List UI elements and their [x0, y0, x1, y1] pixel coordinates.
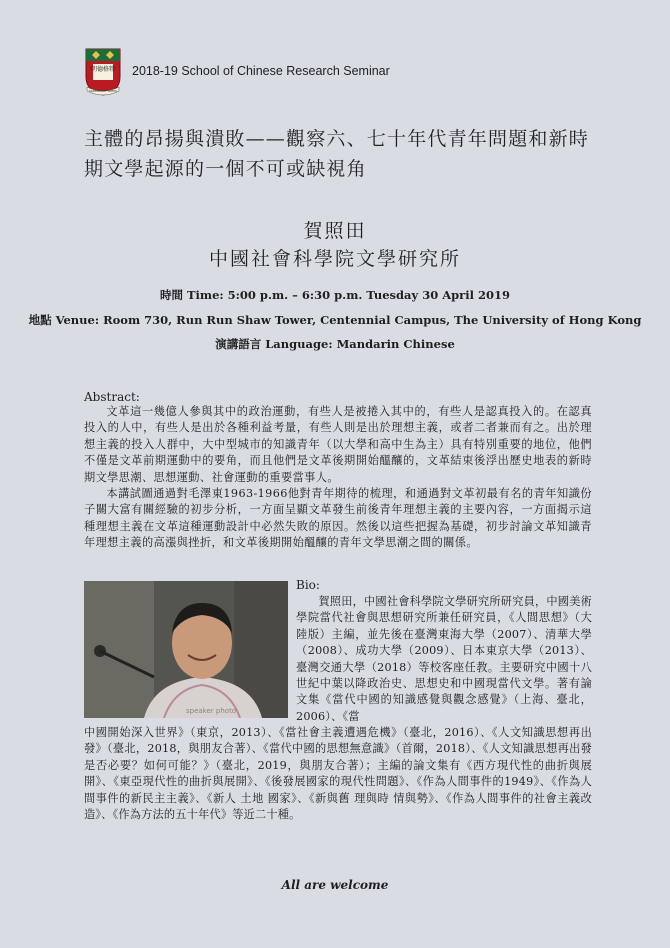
event-time: 時間 Time: 5:00 p.m. – 6:30 p.m. Tuesday 30 April 2019	[160, 288, 510, 302]
abstract-label: Abstract:	[84, 390, 140, 404]
hku-crest-icon	[84, 47, 122, 97]
speaker-photo	[84, 581, 288, 718]
bio-paragraph: 賀照田，中國社會科學院文學研究所研究員，中國美術學院當代社會與思想研究所兼任研究員，《人間思想》（大陸版）主編，並先後在臺灣東海大學（2007）、清華大學（2008）、成功大學（2009）、日本東京大學（2013）、臺灣交通大學（2018）等校客座任教。主要研究中國十八世紀中葉以降政治史、思想史和中國現當代文學。著有論文集《當代中國的知識感覺與觀念感覺》（上海、臺北，2006）、《當	[296, 595, 592, 723]
speaker-photo-image	[84, 581, 288, 718]
talk-title: 主體的昂揚與潰敗——觀察六、七十年代青年問題和新時期文學起源的一個不可或缺視角	[84, 128, 590, 180]
bio-paragraph-continued: 中國開始深入世界》（東京，2013）、《當社會主義遭遇危機》（臺北，2016）、《人文知識思想再出發》（臺北，2018，與朋友合著）、《當代中國的思想無意識》（首爾，2018）、《人文知識思想再出發是否必要？如何可能？》（臺北，2019，與朋友合著）；主編的論文集有《西方現代性的曲折與展開》、《東亞現代性的曲折與展開》、《後發展國家的現代性問題》、《作為人間事件的1949》、《作為人間事件的新民主主義》、《新人 土地 國家》、《新與舊 理與時 情與勢》、《作為人間事件的社會主義改造》、《作為方法的五十年代》等近二十種。	[84, 726, 592, 822]
abstract-paragraph: 文革這一幾億人參與其中的政治運動，有些人是被捲入其中的，有些人是認真投入的。在認真投入的人中，有些人是出於各種利益考量，有些人則是出於理想主義，或者二者兼而有之。出於理想主義的投入人群中，大中型城市的知識青年（以大學和高中生為主）具有特別重要的地位，他們不僅是文革前期運動中的要角，而且他們是文革後期開始醞釀的，文革結束後浮出歷史地表的新時期文學思潮、思想運動、社會運動的重要當事人。	[84, 405, 592, 484]
photo-caption: speaker photo	[186, 707, 237, 715]
crest-banner-text: SAPIENTIA ET VIRTUS	[89, 90, 117, 93]
speaker-affiliation: 中國社會科學院文學研究所	[208, 248, 461, 270]
event-venue: 地點 Venue: Room 730, Run Run Shaw Tower, Centennial Campus, The University of Hong Kong	[28, 313, 642, 327]
bio-text-top	[296, 594, 592, 725]
header-title: 2018-19 School of Chinese Research Seminar	[132, 64, 390, 78]
bio-text-bottom	[84, 725, 592, 823]
bio-label: Bio:	[296, 578, 320, 592]
header	[84, 44, 122, 100]
abstract-paragraph: 本講試圖通過對毛澤東1963-1966他對青年期待的梳理，和通過對文革初最有名的青年知識份子關大富有關經驗的初步分析，一方面呈顯文革發生前後青年理想主義的主要內容，一方面揭示這種理想主義在文革這種運動設計中必然失敗的原因。然後以這些把握為基礎，初步討論文革知識青年理想主義的高漲與挫折，和文革後期開始醞釀的青年文學思潮之間的關係。	[84, 487, 592, 550]
event-language: 演講語言 Language: Mandarin Chinese	[215, 337, 455, 351]
welcome-note: All are welcome	[281, 878, 389, 892]
speaker-name: 賀照田	[303, 220, 367, 242]
abstract-body	[84, 404, 592, 552]
crest-motto-line1: 明德格物	[90, 66, 116, 73]
